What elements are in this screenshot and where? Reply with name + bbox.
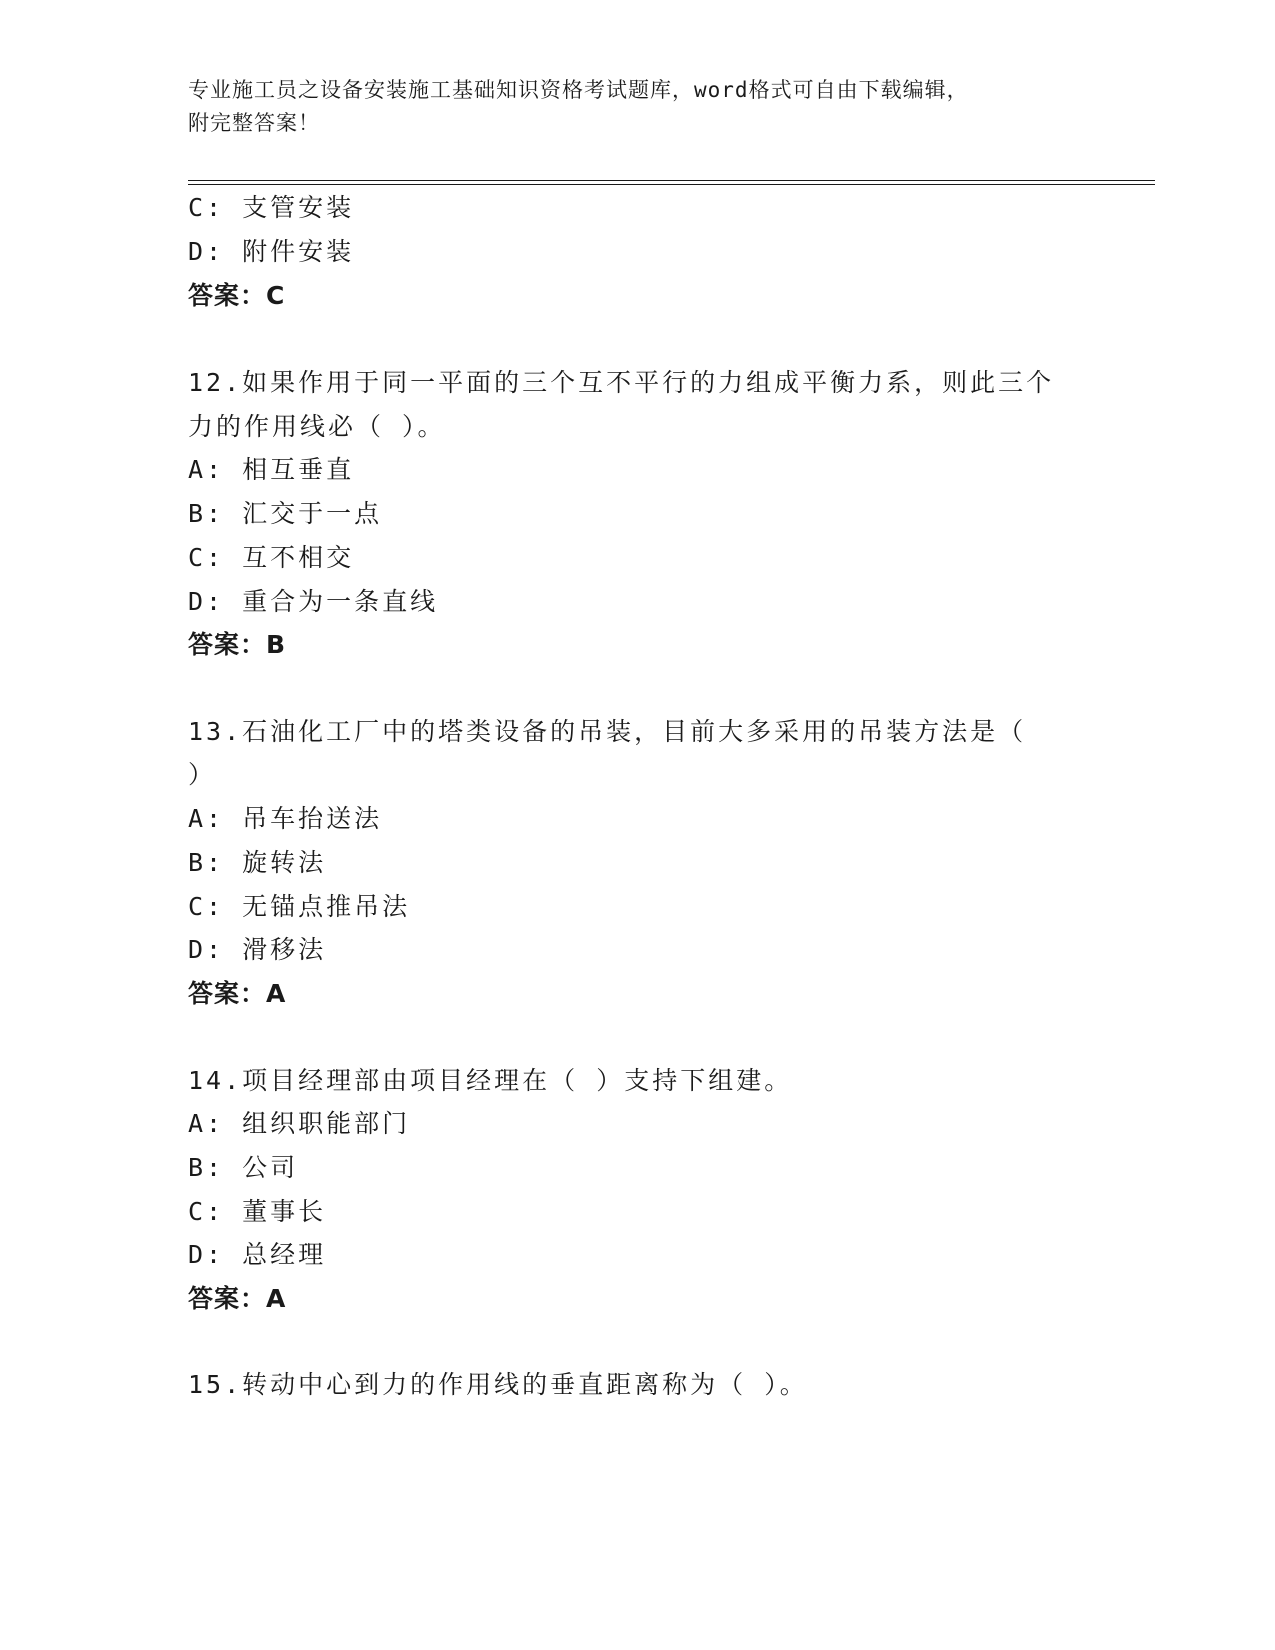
q12-option-a: A: 相互垂直 [188,455,355,484]
q13-option-a: A: 吊车抬送法 [188,804,383,833]
header-line-2: 附完整答案！ [188,111,320,135]
q14-option-c: C: 董事长 [188,1197,327,1226]
header-divider [188,180,1155,185]
q13-stem-line-1: 13.石油化工厂中的塔类设备的吊装，目前大多采用的吊装方法是（ [188,717,1027,746]
q13-option-b: B: 旋转法 [188,848,327,877]
q14-option-d: D: 总经理 [188,1240,327,1269]
q13-option-c: C: 无锚点推吊法 [188,892,411,921]
q12-stem-line-2: 力的作用线必（ ）。 [188,412,446,441]
q13-answer: 答案：A [188,979,287,1008]
q13-stem-line-2: ） [188,760,217,789]
q12-option-b: B: 汇交于一点 [188,499,383,528]
q15-stem-line-1: 15.转动中心到力的作用线的垂直距离称为（ ）。 [188,1370,808,1399]
q14-option-b: B: 公司 [188,1153,299,1182]
q11-option-d: D: 附件安装 [188,237,355,266]
q11-option-c: C: 支管安装 [188,193,355,222]
document-header [188,74,1088,140]
q12-option-c: C: 互不相交 [188,543,355,572]
q14-stem-line-1: 14.项目经理部由项目经理在（ ）支持下组建。 [188,1066,793,1095]
q12-answer: 答案：B [188,630,287,659]
q14-answer: 答案：A [188,1284,287,1313]
q11-answer: 答案：C [188,281,286,310]
q12-stem-line-1: 12.如果作用于同一平面的三个互不平行的力组成平衡力系，则此三个 [188,368,1055,397]
q12-option-d: D: 重合为一条直线 [188,587,439,616]
header-line-1: 专业施工员之设备安装施工基础知识资格考试题库，word格式可自由下载编辑， [188,78,969,102]
q13-option-d: D: 滑移法 [188,935,327,964]
q14-option-a: A: 组织职能部门 [188,1109,411,1138]
